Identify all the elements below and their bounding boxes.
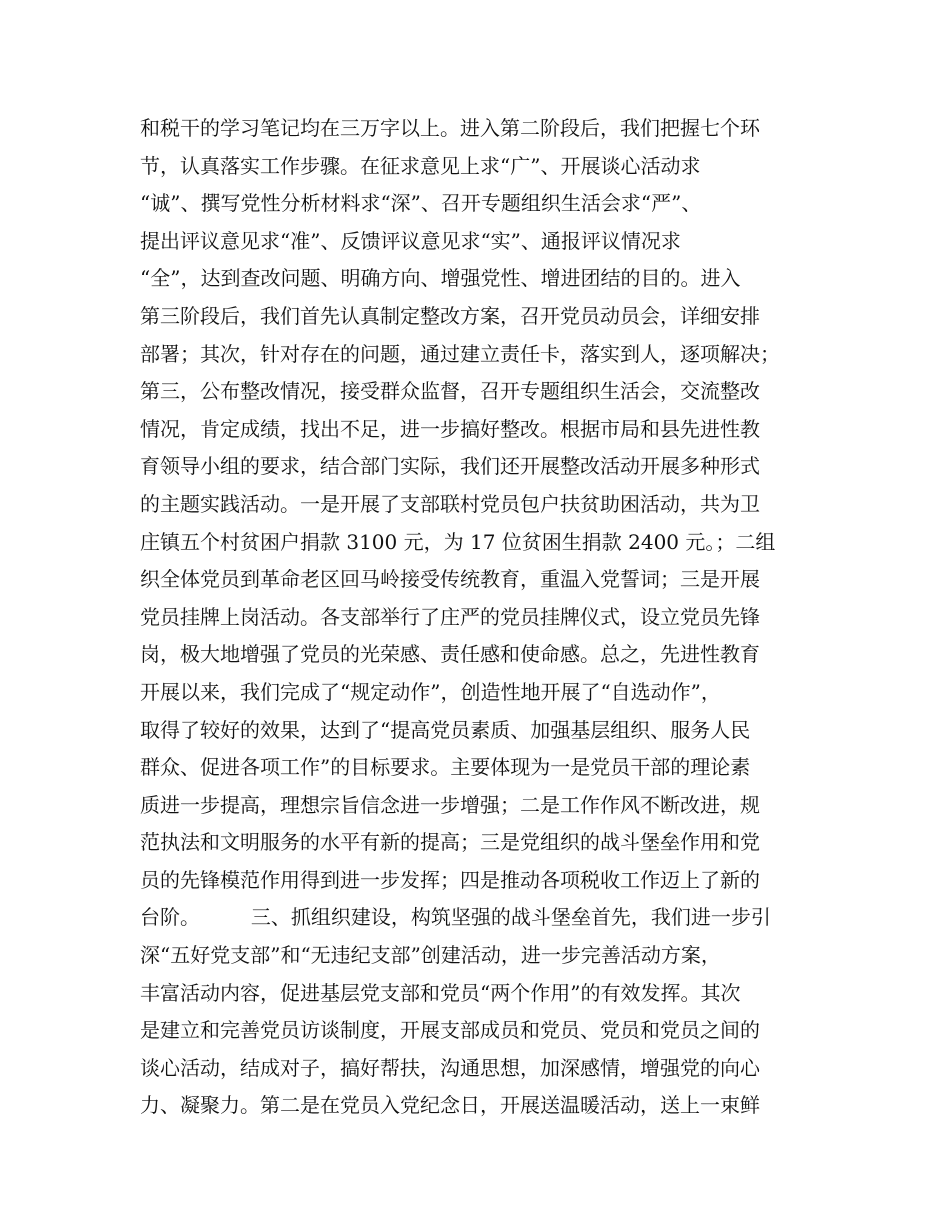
text-line: 育领导小组的要求，结合部门实际，我们还开展整改活动开展多种形式 [140,454,760,479]
text-line: 第三，公布整改情况，接受群众监督，召开专题组织生活会，交流整改 [140,379,760,404]
text-line: 提出评议意见求“准”、反馈评议意见求“实”、通报评议情况求 [140,228,681,253]
text-line: 范执法和文明服务的水平有新的提高；三是党组织的战斗堡垒作用和党 [140,830,760,855]
text-line: 织全体党员到革命老区回马岭接受传统教育，重温入党誓词；三是开展 [140,567,760,592]
text-line: 开展以来，我们完成了“规定动作”，创造性地开展了“自选动作”， [140,679,721,704]
text-line: 员的先锋模范作用得到进一步发挥；四是推动各项税收工作迈上了新的 [140,867,760,892]
text-line: 第三阶段后，我们首先认真制定整改方案，召开党员动员会，详细安排 [140,303,760,328]
text-line: 是建立和完善党员访谈制度，开展支部成员和党员、党员和党员之间的 [140,1018,760,1043]
text-line: 和税干的学习笔记均在三万字以上。进入第二阶段后，我们把握七个环 [140,116,760,140]
text-line: 谈心活动，结成对子，搞好帮扶，沟通思想，加深感情，增强党的向心 [140,1055,760,1080]
text-line: 节，认真落实工作步骤。在征求意见上求“广”、开展谈心活动求 [140,153,701,178]
text-line: 深“五好党支部”和“无违纪支部”创建活动，进一步完善活动方案， [140,943,721,968]
text-line: 丰富活动内容，促进基层党支部和党员“两个作用”的有效发挥。其次 [140,980,741,1005]
text-line: 部署；其次，针对存在的问题，通过建立责任卡，落实到人，逐项解决； [140,341,780,366]
text-line: 取得了较好的效果，达到了“提高党员素质、加强基层组织、服务人民 [140,717,751,742]
text-line: “全”，达到查改问题、明确方向、增强党性、增进团结的目的。进入 [140,266,741,291]
text-line: “诚”、撰写党性分析材料求“深”、召开专题组织生活会求“严”、 [140,191,702,216]
text-line: 的主题实践活动。一是开展了支部联村党员包户扶贫助困活动，共为卫 [140,491,760,516]
text-line: 岗，极大地增强了党员的光荣感、责任感和使命感。总之，先进性教育 [140,642,760,667]
body-text [140,110,820,1125]
text-line: 力、凝聚力。第二是在党员入党纪念日，开展送温暖活动，送上一束鲜 [140,1093,760,1118]
text-line: 党员挂牌上岗活动。各支部举行了庄严的党员挂牌仪式，设立党员先锋 [140,604,760,629]
text-line: 情况，肯定成绩，找出不足，进一步搞好整改。根据市局和县先进性教 [140,416,760,441]
text-line: 台阶。 三、抓组织建设，构筑坚强的战斗堡垒首先，我们进一步引 [140,905,771,930]
text-line: 质进一步提高，理想宗旨信念进一步增强；二是工作作风不断改进，规 [140,792,760,817]
text-line: 庄镇五个村贫困户捐款 3100 元，为 17 位贫困生捐款 2400 元。；二组 [140,529,776,554]
text-line: 群众、促进各项工作”的目标要求。主要体现为一是党员干部的理论素 [140,755,751,780]
